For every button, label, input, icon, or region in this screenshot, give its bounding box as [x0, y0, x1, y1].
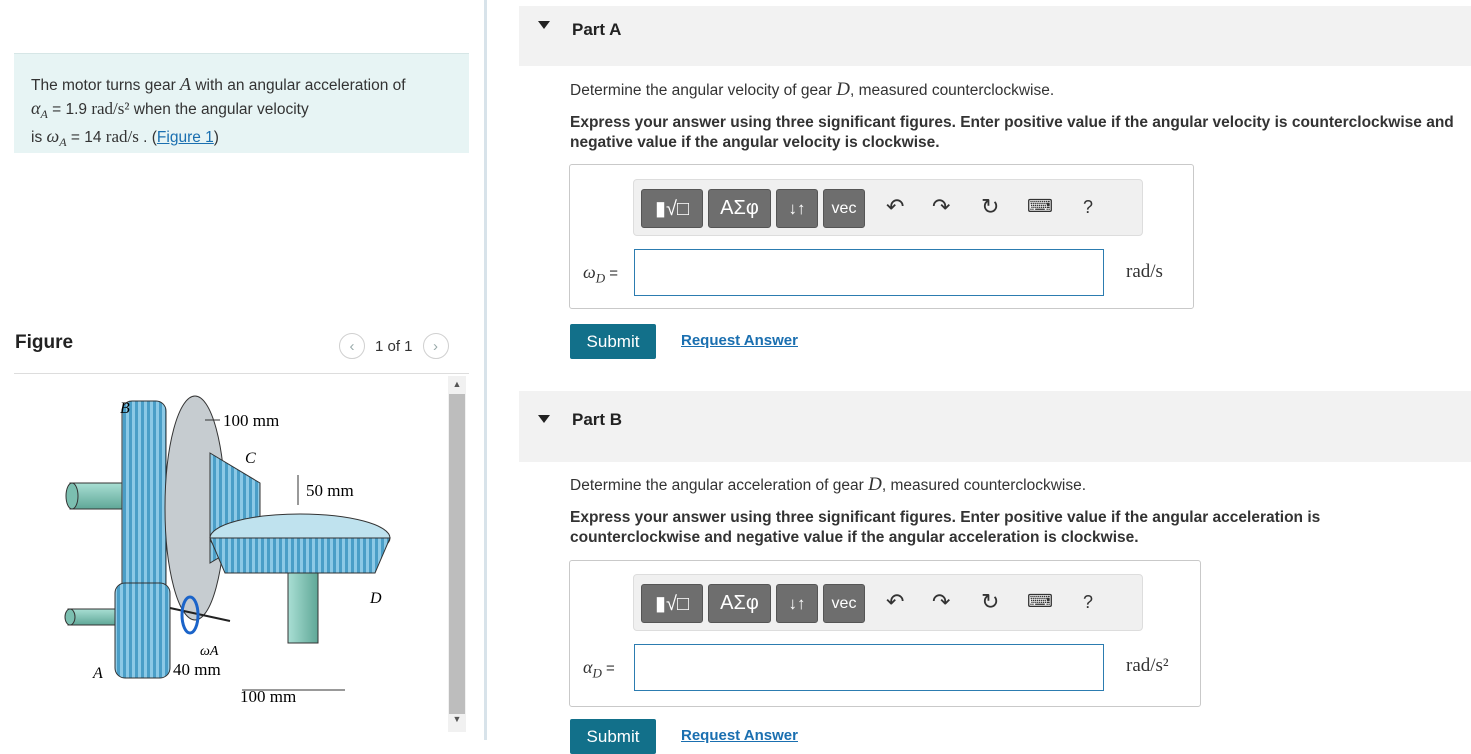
vector-button[interactable]	[823, 584, 865, 623]
redo-icon[interactable]: ↷	[932, 194, 951, 219]
omega-symbol: ω	[583, 262, 596, 282]
updown-arrows-icon: ↓↑	[788, 593, 806, 613]
shaft-d	[288, 573, 318, 643]
motor-shaft-end	[65, 609, 75, 625]
part-b-unit: rad/s²	[1126, 655, 1169, 676]
label-a: A	[93, 665, 103, 682]
alpha-symbol: α	[583, 657, 593, 677]
part-b-instructions: Express your answer using three significant figures. Enter positive value if the angular acceleration is counterclockwise and negative value if the angular acceleration is clockwise.	[570, 509, 1321, 546]
chevron-left-icon: ‹	[349, 337, 355, 355]
problem-text: when the angular velocity	[129, 101, 309, 118]
vec-label: vec	[831, 594, 857, 612]
problem-statement	[14, 53, 469, 153]
help-button[interactable]	[1083, 592, 1093, 613]
part-b-variable	[583, 657, 615, 682]
part-b-question	[570, 474, 1086, 496]
collapse-triangle-icon[interactable]	[538, 415, 550, 423]
keyboard-icon[interactable]: ⌨	[1027, 591, 1053, 611]
figure-link[interactable]: Figure 1	[156, 129, 214, 147]
equals-sign: =	[605, 265, 619, 282]
greek-label: ΑΣφ	[720, 592, 759, 614]
keyboard-icon[interactable]: ⌨	[1027, 196, 1053, 216]
figure-scrollbar-thumb[interactable]	[449, 394, 465, 714]
reset-icon[interactable]: ↻	[981, 194, 1000, 219]
label-b: B	[120, 400, 130, 417]
collapse-triangle-icon[interactable]	[538, 21, 550, 29]
part-a-question	[570, 79, 1054, 101]
shaft-top-end	[66, 483, 78, 509]
omega-symbol: ω	[46, 126, 60, 147]
question-text: Determine the angular velocity of gear	[570, 82, 837, 99]
label-d: D	[370, 590, 382, 607]
part-a-title: Part A	[572, 20, 622, 39]
part-b-request-answer-link[interactable]: Request Answer	[681, 727, 798, 744]
redo-icon[interactable]: ↷	[932, 589, 951, 614]
submit-label: Submit	[586, 726, 640, 746]
part-a-submit-button[interactable]	[570, 324, 656, 359]
omega-unit: rad/s	[105, 127, 139, 147]
gear-a	[115, 583, 170, 678]
help-button[interactable]	[1083, 197, 1093, 218]
part-b-submit-button[interactable]	[570, 719, 656, 754]
part-b-header[interactable]	[519, 391, 1471, 462]
part-a-math-toolbar	[633, 179, 1143, 236]
part-a-header[interactable]	[519, 6, 1471, 66]
figure-pager	[339, 333, 449, 359]
submit-label: Submit	[586, 331, 640, 351]
subscript-d: D	[595, 270, 606, 286]
label-radius-a: 40 mm	[173, 660, 221, 679]
reset-icon[interactable]: ↻	[981, 589, 1000, 614]
label-radius-c: 50 mm	[306, 481, 354, 500]
question-text: , measured counterclockwise.	[849, 82, 1055, 99]
part-b-math-toolbar	[633, 574, 1143, 631]
question-text: , measured counterclockwise.	[881, 477, 1087, 494]
greek-label: ΑΣφ	[720, 197, 759, 219]
alpha-value: = 1.9	[47, 101, 92, 118]
templates-button[interactable]	[641, 189, 703, 228]
part-a-unit: rad/s	[1126, 261, 1163, 282]
question-text: Determine the angular acceleration of gear	[570, 477, 869, 494]
figure-title: Figure	[15, 332, 74, 353]
undo-icon[interactable]: ↶	[886, 194, 905, 219]
label-omega: ωA	[200, 644, 219, 659]
gear-d-symbol: D	[836, 79, 850, 100]
label-c: C	[245, 450, 256, 467]
omega-value: = 14	[66, 129, 106, 147]
problem-text: The motor turns gear	[31, 77, 181, 94]
updown-arrows-icon: ↓↑	[788, 198, 806, 218]
scroll-up-icon[interactable]: ▲	[452, 379, 462, 389]
undo-icon[interactable]: ↶	[886, 589, 905, 614]
subscript-d: D	[592, 665, 602, 681]
omega-subscript: A	[59, 135, 67, 150]
equals-sign: =	[601, 660, 615, 677]
gear-a-symbol: A	[180, 74, 192, 94]
gear-d-teeth	[210, 538, 390, 573]
fraction-sqrt-icon: ▮√□	[654, 198, 690, 220]
figure-divider	[14, 373, 469, 374]
next-figure-button[interactable]	[423, 333, 449, 359]
vector-button[interactable]	[823, 189, 865, 228]
greek-button[interactable]	[708, 584, 771, 623]
gear-d-symbol: D	[868, 474, 882, 495]
help-icon: ?	[1083, 592, 1094, 612]
label-radius-b: 100 mm	[223, 411, 280, 430]
greek-button[interactable]	[708, 189, 771, 228]
vec-label: vec	[831, 199, 857, 217]
problem-text: with an angular acceleration of	[191, 77, 406, 94]
alpha-symbol: α	[31, 98, 41, 118]
problem-text: . (	[138, 129, 157, 147]
panel-divider	[484, 0, 487, 740]
alpha-unit: rad/s²	[91, 99, 130, 118]
part-a-instructions: Express your answer using three significant figures. Enter positive value if the angular velocity is counterclockwise and negative value if the angular velocity is clockwise.	[570, 114, 1454, 151]
scroll-down-icon[interactable]: ▼	[452, 714, 462, 724]
gear-figure	[60, 393, 410, 713]
label-radius-d: 100 mm	[240, 687, 297, 706]
subscript-button[interactable]	[776, 189, 818, 228]
problem-text: )	[213, 129, 219, 147]
help-icon: ?	[1083, 197, 1094, 217]
alpha-subscript: A	[40, 107, 48, 122]
chevron-right-icon: ›	[433, 337, 439, 355]
templates-button[interactable]	[641, 584, 703, 623]
prev-figure-button[interactable]	[339, 333, 365, 359]
figure-page-indicator: 1 of 1	[375, 337, 413, 355]
part-a-request-answer-link[interactable]: Request Answer	[681, 332, 798, 349]
fraction-sqrt-icon: ▮√□	[654, 593, 690, 615]
part-a-answer-input[interactable]	[634, 249, 1104, 296]
part-a-variable	[583, 262, 618, 287]
part-b-title: Part B	[572, 410, 623, 429]
left-panel	[0, 0, 484, 751]
part-b-answer-input[interactable]	[634, 644, 1104, 691]
subscript-button[interactable]	[776, 584, 818, 623]
problem-text: is	[31, 129, 47, 147]
